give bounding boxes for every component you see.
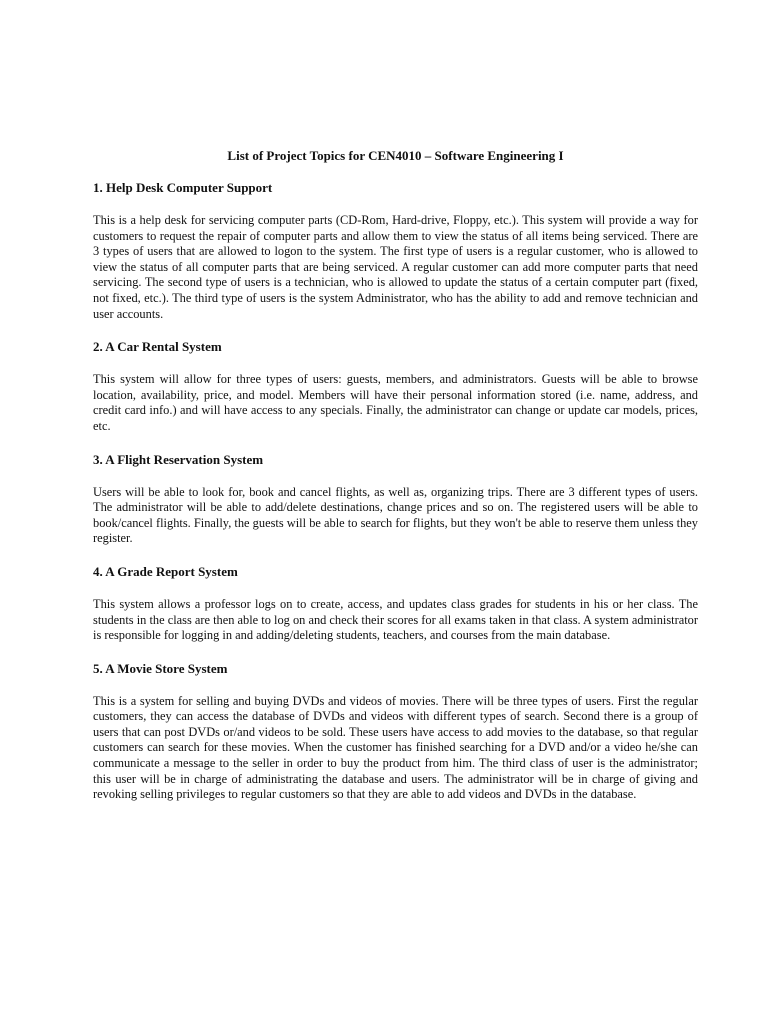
section-body: This is a help desk for servicing computer parts (CD-Rom, Hard-drive, Floppy, etc.). This system will provide a way for customers to request the repair of computer parts and allow them to view the status of all items being serviced. There are 3 types of users that are allowed to logon to the system. The first type of users is a regular customer, who is allowed to view the status of all computer parts that are being serviced. A regular customer can add more computer parts that need servicing. The second type of users is a technician, who is allowed to update the status of a certain computer part (fixed, not fixed, etc.). The third type of users is the system Administrator, who has the ability to add and remove technician and user accounts. — [93, 213, 698, 321]
document-page — [93, 148, 698, 820]
section-flight-reservation — [93, 452, 698, 547]
section-heading: 1. Help Desk Computer Support — [93, 180, 273, 195]
document-title: List of Project Topics for CEN4010 – Software Engineering I — [227, 148, 564, 163]
section-movie-store — [93, 661, 698, 803]
section-car-rental — [93, 339, 698, 434]
section-grade-report — [93, 564, 698, 644]
section-body: This is a system for selling and buying DVDs and videos of movies. There will be three types of users. First the regular customers, they can access the database of DVDs and videos with different types of search. Second there is a group of users that can post DVDs or/and videos to be sold. These users have access to add movies to the database, so that regular customers can search for these movies. When the customer has finished searching for a DVD and/or a video he/she can communicate a message to the seller in order to buy the product from him. The third class of user is the administrator; this user will be in charge of administrating the database and users. The administrator will be in charge of giving and revoking selling privileges to regular customers so that they are able to add videos and DVDs in the database. — [93, 693, 698, 802]
section-body: This system allows a professor logs on to create, access, and updates class grades for students in his or her class. The students in the class are then able to log on and check their scores for all exams taken in that class. A system administrator is responsible for logging in and adding/deleting students, teachers, and courses from the main database. — [93, 596, 698, 643]
section-heading: 5. A Movie Store System — [93, 660, 228, 676]
section-help-desk — [93, 180, 698, 322]
section-heading: 4. A Grade Report System — [93, 563, 238, 579]
section-body: Users will be able to look for, book and cancel flights, as well as, organizing trips. There are 3 different types of users. The administrator will be able to add/delete destinations, change prices and so on. The registered users will be able to book/cancel flights. Finally, the guests will be able to search for flights, but they won't be able to reserve them unless they register. — [93, 484, 698, 546]
section-heading: 2. A Car Rental System — [93, 339, 222, 355]
section-body: This system will allow for three types of users: guests, members, and administrators. Guests will be able to browse location, availability, price, and model. Members will have their personal information stored (i.e. name, address, and credit card info.) and will have access to any specials. Finally, the administrator can change or update car models, prices, etc. — [93, 372, 698, 433]
section-heading: 3. A Flight Reservation System — [93, 451, 264, 467]
